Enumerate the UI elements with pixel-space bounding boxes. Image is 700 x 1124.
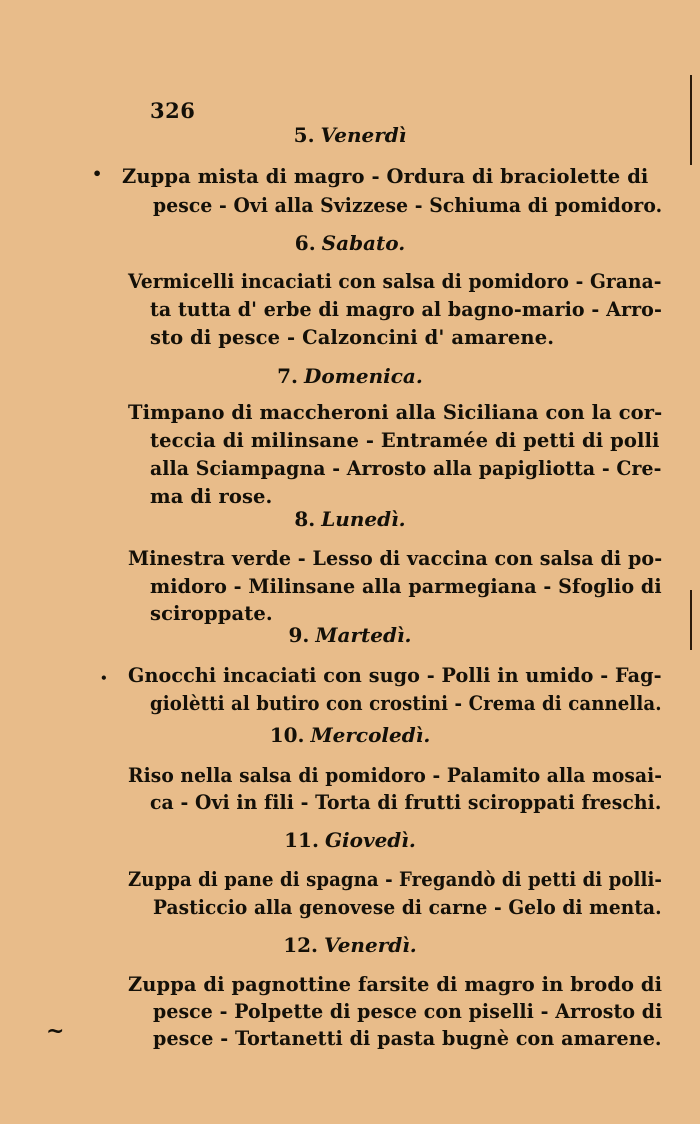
day-number: 10. [269, 723, 305, 747]
menu-line: Zuppa mista di magro - Ordura di braciolette di [122, 165, 649, 188]
menu-line: Zuppa di pane di spagna - Fregandò di petti di polli- [128, 868, 663, 891]
menu-line: giolètti al butiro con crostini - Crema di cannella. [150, 692, 662, 715]
menu-line: pesce - Ovi alla Svizzese - Schiuma di pomidoro. [153, 194, 663, 217]
menu-line: Riso nella salsa di pomidoro - Palamito alla mosai- [128, 764, 663, 787]
menu-line: Zuppa di pagnottine farsite di magro in brodo di [128, 973, 663, 996]
menu-line: Vermicelli incaciati con salsa di pomidoro - Grana- [128, 270, 662, 293]
stray-ink-mark: ~ [46, 1018, 65, 1044]
day-number: 11. [284, 828, 319, 852]
day-heading [0, 363, 700, 389]
menu-line: sto di pesce - Calzoncini d' amarene. [150, 326, 555, 349]
menu-line: pesce - Tortanetti di pasta bugnè con amarene. [153, 1027, 662, 1050]
menu-line: Timpano di maccheroni alla Siciliana con la cor- [128, 401, 663, 424]
day-number: 12. [283, 933, 319, 957]
menu-line: alla Sciampagna - Arrosto alla papigliotta - Cre- [150, 457, 662, 480]
page-number: 326 [150, 98, 196, 123]
day-name: Mercoledì. [310, 723, 431, 747]
day-name: Domenica. [304, 364, 423, 388]
day-number: 9. [288, 623, 310, 647]
day-name: Giovedì. [324, 828, 416, 852]
menu-line: Minestra verde - Lesso di vaccina con salsa di po- [128, 547, 663, 570]
menu-line: ca - Ovi in fili - Torta di frutti sciroppati freschi. [150, 791, 662, 814]
bullet-mark: • [92, 164, 103, 183]
day-number: 7. [277, 364, 299, 388]
menu-line: midoro - Milinsane alla parmegiana - Sfoglio di [150, 575, 662, 598]
day-name: Venerdì [320, 123, 407, 147]
day-number: 6. [294, 231, 316, 255]
day-heading [0, 230, 700, 256]
day-heading [0, 932, 700, 958]
menu-line: Gnocchi incaciati con sugo - Polli in umido - Fag- [128, 664, 662, 687]
day-heading [0, 506, 700, 532]
bullet-mark: • [100, 671, 108, 685]
day-name: Sabato. [321, 231, 406, 255]
menu-line: ta tutta d' erbe di magro al bagno-mario - Arro- [150, 298, 662, 321]
day-heading [0, 122, 700, 148]
day-name: Lunedì. [321, 507, 406, 531]
menu-line: pesce - Polpette di pesce con piselli - Arrosto di [153, 1000, 663, 1023]
menu-line: Pasticcio alla genovese di carne - Gelo di menta. [153, 896, 662, 919]
day-heading [0, 827, 700, 853]
day-name: Martedì. [315, 623, 412, 647]
menu-line: ma di rose. [150, 485, 273, 508]
day-number: 8. [294, 507, 316, 531]
menu-line: sciroppate. [150, 602, 273, 625]
day-number: 5. [293, 123, 315, 147]
day-name: Venerdì. [324, 933, 417, 957]
day-heading [0, 622, 700, 648]
day-heading [0, 722, 700, 748]
menu-line: teccia di milinsane - Entramée di petti di polli [150, 429, 660, 452]
